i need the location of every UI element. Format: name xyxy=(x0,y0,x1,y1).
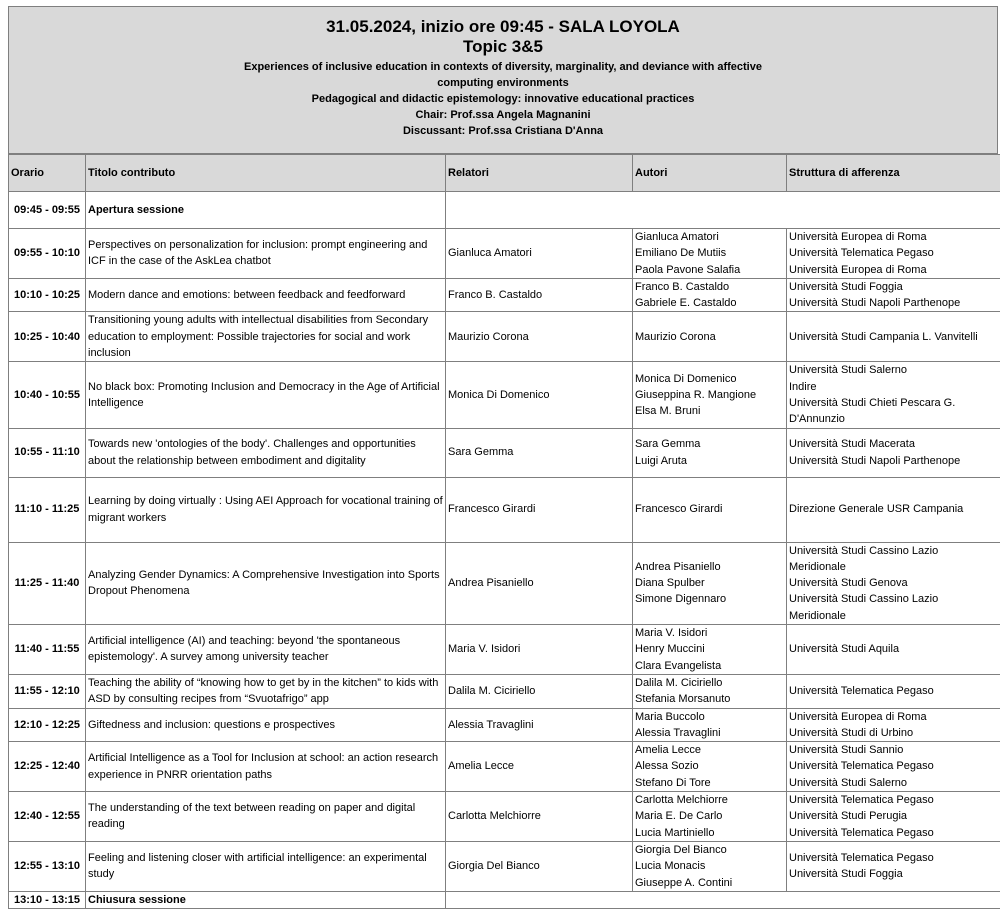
table-row xyxy=(9,278,1000,312)
row-affiliations xyxy=(787,674,1000,708)
session-subtitle-1: Experiences of inclusive education in contexts of diversity, marginality, and deviance with affective computing environments xyxy=(244,61,762,89)
col-header-autori: Autori xyxy=(633,155,787,192)
opening-time: 09:45 - 09:55 xyxy=(9,192,86,229)
author-name: Carlotta Melchiorre xyxy=(635,794,728,807)
table-row xyxy=(9,841,1000,891)
row-time: 12:55 - 13:10 xyxy=(9,841,86,891)
affiliation-name: Università Studi Salerno xyxy=(789,776,908,789)
closing-time: 13:10 - 13:15 xyxy=(9,891,86,908)
row-speaker: Monica Di Domenico xyxy=(446,362,633,428)
row-authors xyxy=(633,742,787,792)
affiliation-name: Direzione Generale USR Campania xyxy=(789,503,964,516)
affiliation-name: Università Studi Foggia xyxy=(789,280,903,293)
author-name: Elsa M. Bruni xyxy=(635,405,701,418)
affiliation-name: Università Studi Foggia xyxy=(789,868,903,881)
table-row xyxy=(9,708,1000,742)
row-time: 10:40 - 10:55 xyxy=(9,362,86,428)
closing-label: Chiusura sessione xyxy=(86,891,446,908)
opening-row xyxy=(9,192,1000,229)
table-row xyxy=(9,477,1000,542)
row-affiliations xyxy=(787,841,1000,891)
session-date-title: 31.05.2024, inizio ore 09:45 - SALA LOYOLA xyxy=(326,17,680,36)
table-header-row xyxy=(9,155,1000,192)
table-row xyxy=(9,428,1000,477)
row-speaker: Franco B. Castaldo xyxy=(446,278,633,312)
table-row xyxy=(9,742,1000,792)
row-title: Perspectives on personalization for inclusion: prompt engineering and ICF in the case of the AskLea chatbot xyxy=(86,229,446,279)
affiliation-name: Università Studi Aquila xyxy=(789,643,900,656)
row-speaker: Maria V. Isidori xyxy=(446,625,633,675)
row-authors xyxy=(633,278,787,312)
row-affiliations xyxy=(787,278,1000,312)
author-name: Alessia Travaglini xyxy=(635,726,721,739)
row-title: Transitioning young adults with intellectual disabilities from Secondary education to employment: Possible trajectories for social and work inclusion xyxy=(86,312,446,362)
opening-label: Apertura sessione xyxy=(86,192,446,229)
affiliation-name: Università Telematica Pegaso xyxy=(789,852,934,865)
author-name: Francesco Girardi xyxy=(635,503,723,516)
table-row xyxy=(9,312,1000,362)
author-name: Maria E. De Carlo xyxy=(635,810,723,823)
affiliation-name: Università Europea di Roma xyxy=(789,231,927,243)
affiliation-name: Indire xyxy=(789,380,817,393)
row-title: Artificial intelligence (AI) and teaching: beyond 'the spontaneous epistemology'. A survey among university teacher xyxy=(86,625,446,675)
affiliation-name: Università Studi Cassino Lazio Meridionale xyxy=(789,593,939,622)
row-time: 09:55 - 10:10 xyxy=(9,229,86,279)
affiliation-name: Università Studi Genova xyxy=(789,577,908,590)
session-discussant: Discussant: Prof.ssa Cristiana D'Anna xyxy=(402,125,604,137)
author-name: Giuseppe A. Contini xyxy=(635,876,733,889)
author-name: Stefania Morsanuto xyxy=(635,693,731,706)
row-affiliations xyxy=(787,229,1000,279)
col-header-relatori: Relatori xyxy=(446,155,633,192)
row-speaker: Dalila M. Ciciriello xyxy=(446,674,633,708)
author-name: Monica Di Domenico xyxy=(635,372,737,385)
row-time: 10:25 - 10:40 xyxy=(9,312,86,362)
row-affiliations xyxy=(787,742,1000,792)
row-speaker: Maurizio Corona xyxy=(446,312,633,362)
affiliation-name: Università Telematica Pegaso xyxy=(789,685,934,698)
col-header-struttura: Struttura di afferenza xyxy=(787,155,1000,192)
table-row xyxy=(9,792,1000,842)
author-name: Simone Digennaro xyxy=(635,593,727,606)
col-header-orario: Orario xyxy=(9,155,86,192)
row-authors xyxy=(633,477,787,542)
author-name: Sara Gemma xyxy=(635,438,701,451)
row-title: Towards new 'ontologies of the body'. Challenges and opportunities about the relationship between embodiment and digitality xyxy=(86,428,446,477)
author-name: Henry Muccini xyxy=(635,643,705,656)
author-name: Dalila M. Ciciriello xyxy=(635,676,723,689)
table-row xyxy=(9,674,1000,708)
row-affiliations xyxy=(787,312,1000,362)
closing-empty-cell xyxy=(446,891,1000,908)
author-name: Andrea Pisaniello xyxy=(635,560,721,573)
session-chair: Chair: Prof.ssa Angela Magnanini xyxy=(415,109,591,121)
schedule-table xyxy=(8,154,1000,909)
row-title: Feeling and listening closer with artificial intelligence: an experimental study xyxy=(86,841,446,891)
affiliation-name: Università Studi Cassino Lazio Meridionale xyxy=(789,544,939,573)
author-name: Lucia Monacis xyxy=(635,860,706,873)
row-speaker: Gianluca Amatori xyxy=(446,229,633,279)
row-authors xyxy=(633,841,787,891)
row-affiliations xyxy=(787,362,1000,428)
affiliation-name: Università Europea di Roma xyxy=(789,263,927,276)
author-name: Diana Spulber xyxy=(635,577,705,590)
row-authors xyxy=(633,792,787,842)
row-authors xyxy=(633,428,787,477)
row-affiliations xyxy=(787,625,1000,675)
row-authors xyxy=(633,312,787,362)
row-title: Learning by doing virtually : Using AEI Approach for vocational training of migrant workers xyxy=(86,477,446,542)
row-time: 11:10 - 11:25 xyxy=(9,477,86,542)
affiliation-name: Università Studi Campania L. Vanvitelli xyxy=(789,330,978,343)
author-name: Gianluca Amatori xyxy=(635,231,719,243)
affiliation-name: Università Telematica Pegaso xyxy=(789,794,934,807)
session-topic: Topic 3&5 xyxy=(463,37,543,56)
affiliation-name: Università Telematica Pegaso xyxy=(789,247,934,260)
row-time: 10:55 - 11:10 xyxy=(9,428,86,477)
row-speaker: Andrea Pisaniello xyxy=(446,542,633,624)
affiliation-name: Università Telematica Pegaso xyxy=(789,760,934,773)
row-time: 11:55 - 12:10 xyxy=(9,674,86,708)
affiliation-name: Università Telematica Pegaso xyxy=(789,826,934,839)
row-affiliations xyxy=(787,542,1000,624)
affiliation-name: Università Studi Salerno xyxy=(789,364,908,377)
closing-row xyxy=(9,891,1000,908)
row-authors xyxy=(633,708,787,742)
opening-empty-cell xyxy=(446,192,1000,229)
row-affiliations xyxy=(787,792,1000,842)
row-title: Artificial Intelligence as a Tool for Inclusion at school: an action research experience in PNRR orientation paths xyxy=(86,742,446,792)
author-name: Maria Buccolo xyxy=(635,710,705,723)
author-name: Franco B. Castaldo xyxy=(635,280,730,293)
affiliation-name: Università Studi Napoli Parthenope xyxy=(789,454,961,467)
table-row xyxy=(9,362,1000,428)
row-authors xyxy=(633,542,787,624)
author-name: Stefano Di Tore xyxy=(635,776,711,789)
affiliation-name: Università Europea di Roma xyxy=(789,710,927,723)
author-name: Maurizio Corona xyxy=(635,330,716,343)
row-time: 10:10 - 10:25 xyxy=(9,278,86,312)
author-name: Luigi Aruta xyxy=(635,454,687,467)
table-row xyxy=(9,542,1000,624)
row-speaker: Francesco Girardi xyxy=(446,477,633,542)
author-name: Emiliano De Mutiis xyxy=(635,247,727,260)
author-name: Maria V. Isidori xyxy=(635,627,708,640)
affiliation-name: Università Studi Sannio xyxy=(789,744,904,757)
row-speaker: Sara Gemma xyxy=(446,428,633,477)
affiliation-name: Università Studi Chieti Pescara G. D'Annunzio xyxy=(789,396,956,426)
row-speaker: Giorgia Del Bianco xyxy=(446,841,633,891)
row-authors xyxy=(633,229,787,279)
author-name: Paola Pavone Salafia xyxy=(635,263,741,276)
affiliation-name: Università Studi Napoli Parthenope xyxy=(789,297,961,310)
row-affiliations xyxy=(787,477,1000,542)
row-speaker: Amelia Lecce xyxy=(446,742,633,792)
author-name: Lucia Martiniello xyxy=(635,826,715,839)
row-speaker: Carlotta Melchiorre xyxy=(446,792,633,842)
row-title: Modern dance and emotions: between feedback and feedforward xyxy=(86,278,446,312)
affiliation-name: Università Studi Macerata xyxy=(789,438,915,451)
row-time: 12:40 - 12:55 xyxy=(9,792,86,842)
row-speaker: Alessia Travaglini xyxy=(446,708,633,742)
row-authors xyxy=(633,625,787,675)
row-time: 11:40 - 11:55 xyxy=(9,625,86,675)
row-title: Giftedness and inclusion: questions e prospectives xyxy=(86,708,446,742)
author-name: Giuseppina R. Mangione xyxy=(635,388,757,401)
row-title: The understanding of the text between reading on paper and digital reading xyxy=(86,792,446,842)
row-time: 12:10 - 12:25 xyxy=(9,708,86,742)
row-title: Teaching the ability of “knowing how to get by in the kitchen” to kids with ASD by consulting recipes from “Svuotafrigo” app xyxy=(86,674,446,708)
author-name: Alessa Sozio xyxy=(635,760,699,773)
affiliation-name: Università Studi di Urbino xyxy=(789,726,914,739)
author-name: Giorgia Del Bianco xyxy=(635,843,727,856)
table-row xyxy=(9,229,1000,279)
session-subtitle-2: Pedagogical and didactic epistemology: innovative educational practices xyxy=(311,93,695,105)
affiliation-name: Università Studi Perugia xyxy=(789,810,908,823)
row-time: 11:25 - 11:40 xyxy=(9,542,86,624)
row-time: 12:25 - 12:40 xyxy=(9,742,86,792)
row-authors xyxy=(633,674,787,708)
row-title: No black box: Promoting Inclusion and Democracy in the Age of Artificial Intelligence xyxy=(86,362,446,428)
session-header xyxy=(8,6,998,154)
author-name: Gabriele E. Castaldo xyxy=(635,297,737,310)
row-title: Analyzing Gender Dynamics: A Comprehensive Investigation into Sports Dropout Phenomena xyxy=(86,542,446,624)
author-name: Clara Evangelista xyxy=(635,659,722,672)
author-name: Amelia Lecce xyxy=(635,744,702,757)
table-row xyxy=(9,625,1000,675)
row-affiliations xyxy=(787,428,1000,477)
col-header-titolo: Titolo contributo xyxy=(86,155,446,192)
row-authors xyxy=(633,362,787,428)
row-affiliations xyxy=(787,708,1000,742)
